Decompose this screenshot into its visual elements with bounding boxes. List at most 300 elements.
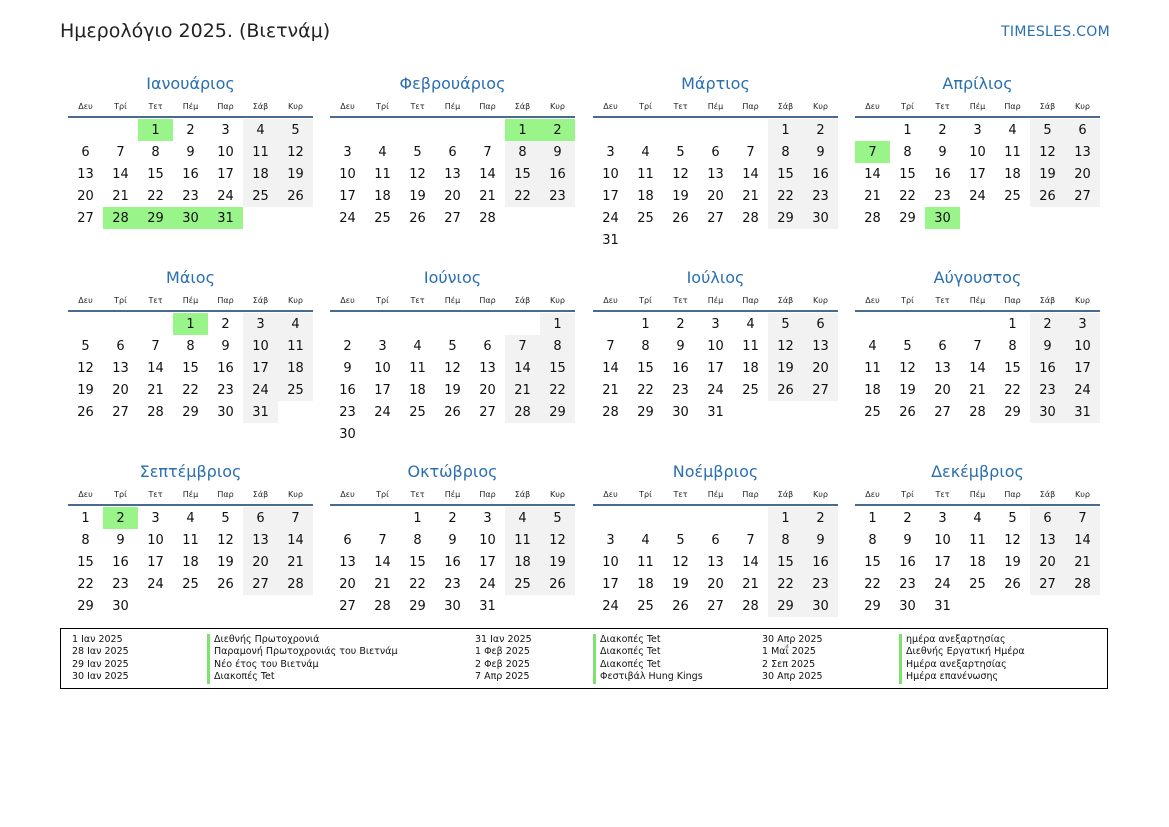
- day-cell: 22: [505, 185, 540, 207]
- day-cell: 10: [217, 144, 234, 160]
- day-cell: 30: [672, 404, 689, 420]
- empty-cell: [593, 119, 628, 141]
- day-cell: 21: [969, 382, 986, 398]
- day-cell: 14: [374, 554, 391, 570]
- day-cell: 23: [112, 576, 129, 592]
- weekday-label: Σάβ: [252, 490, 269, 499]
- empty-cell: [855, 119, 890, 141]
- day-cell: 14: [112, 166, 129, 182]
- weekday-label: Πέμ: [707, 102, 724, 111]
- day-cell: 23: [444, 576, 461, 592]
- empty-cell: [435, 313, 470, 335]
- day-cell: 24: [374, 404, 391, 420]
- empty-cell: [365, 119, 400, 141]
- weekday-label: Δευ: [865, 102, 880, 111]
- day-cell: 16: [803, 551, 838, 573]
- day-cell: 7: [151, 338, 160, 354]
- day-cell: 11: [637, 166, 654, 182]
- day-cell: 18: [505, 551, 540, 573]
- day-cell: 6: [1065, 119, 1100, 141]
- day-cell: 13: [707, 166, 724, 182]
- day-cell: 12: [768, 335, 803, 357]
- holiday-name: Διακοπές Tet: [593, 646, 703, 658]
- day-cell: 25: [278, 379, 313, 401]
- holiday-name: Διακοπές Tet: [593, 634, 703, 646]
- day-cell: 12: [77, 360, 94, 376]
- weekday-label: Κυρ: [550, 296, 565, 305]
- day-cell: 25: [742, 382, 759, 398]
- weekday-label: Πέμ: [707, 490, 724, 499]
- day-cell: 3: [483, 510, 492, 526]
- day-cell: 14: [602, 360, 619, 376]
- day-cell: 12: [899, 360, 916, 376]
- day-cell: 21: [742, 188, 759, 204]
- weekday-label: Δευ: [78, 102, 93, 111]
- day-cell: 7: [746, 532, 755, 548]
- empty-cell: [960, 313, 995, 335]
- day-cell: 1: [641, 316, 650, 332]
- weekday-label: Κυρ: [288, 102, 303, 111]
- day-cell: 8: [151, 144, 160, 160]
- weekday-label: Κυρ: [550, 102, 565, 111]
- weekday-label: Κυρ: [813, 490, 828, 499]
- day-cell: 19: [672, 576, 689, 592]
- day-cell: 29: [768, 207, 803, 229]
- day-cell: 25: [505, 573, 540, 595]
- day-cell: 11: [637, 554, 654, 570]
- day-cell: 11: [969, 532, 986, 548]
- weekday-header: [855, 100, 1100, 118]
- day-cell: 3: [973, 122, 982, 138]
- day-cell: 20: [479, 382, 496, 398]
- day-cell: 1: [540, 313, 575, 335]
- holiday-day-cell: 1: [505, 119, 540, 141]
- day-cell: 29: [768, 595, 803, 617]
- weekday-label: Τετ: [410, 490, 425, 499]
- day-cell: 1: [768, 119, 803, 141]
- day-cell: 13: [243, 529, 278, 551]
- day-cell: 6: [343, 532, 352, 548]
- day-cell: 22: [540, 379, 575, 401]
- holiday-date: 7 Απρ 2025: [475, 671, 530, 683]
- day-cell: 24: [479, 576, 496, 592]
- day-cell: 8: [768, 529, 803, 551]
- days-grid: [68, 119, 313, 229]
- day-cell: 8: [413, 532, 422, 548]
- day-cell: 21: [147, 382, 164, 398]
- month-block: [593, 461, 838, 617]
- empty-cell: [400, 119, 435, 141]
- weekday-header: [593, 100, 838, 118]
- weekday-header: [330, 294, 575, 312]
- holiday-day-cell: 7: [855, 141, 890, 163]
- weekday-label: Σάβ: [514, 490, 531, 499]
- day-cell: 19: [672, 188, 689, 204]
- month-block: [855, 461, 1100, 617]
- day-cell: 26: [768, 379, 803, 401]
- days-grid: [330, 313, 575, 445]
- day-cell: 8: [1008, 338, 1017, 354]
- day-cell: 20: [243, 551, 278, 573]
- day-cell: 2: [903, 510, 912, 526]
- day-cell: 10: [1065, 335, 1100, 357]
- empty-cell: [365, 313, 400, 335]
- day-cell: 26: [672, 210, 689, 226]
- weekday-label: Κυρ: [1075, 296, 1090, 305]
- day-cell: 19: [1030, 163, 1065, 185]
- weekday-label: Δευ: [603, 490, 618, 499]
- day-cell: 4: [186, 510, 195, 526]
- day-cell: 13: [934, 360, 951, 376]
- day-cell: 5: [413, 144, 422, 160]
- day-cell: 28: [505, 401, 540, 423]
- days-grid: [330, 119, 575, 229]
- days-grid: [330, 507, 575, 617]
- day-cell: 4: [641, 144, 650, 160]
- empty-cell: [698, 507, 733, 529]
- site-link[interactable]: TIMESLES.COM: [1001, 24, 1110, 40]
- day-cell: 4: [868, 338, 877, 354]
- weekday-label: Τετ: [410, 296, 425, 305]
- holiday-date: 1 Μαΐ 2025: [762, 646, 816, 658]
- day-cell: 28: [742, 598, 759, 614]
- day-cell: 12: [278, 141, 313, 163]
- day-cell: 7: [746, 144, 755, 160]
- day-cell: 26: [672, 598, 689, 614]
- day-cell: 13: [479, 360, 496, 376]
- day-cell: 15: [1004, 360, 1021, 376]
- empty-cell: [925, 313, 960, 335]
- day-cell: 28: [602, 404, 619, 420]
- day-cell: 7: [116, 144, 125, 160]
- day-cell: 3: [1065, 313, 1100, 335]
- day-cell: 15: [864, 554, 881, 570]
- day-cell: 9: [186, 144, 195, 160]
- day-cell: 26: [540, 573, 575, 595]
- empty-cell: [435, 119, 470, 141]
- weekday-label: Τρί: [114, 490, 127, 499]
- month-block: [593, 267, 838, 423]
- day-cell: 26: [278, 185, 313, 207]
- day-cell: 5: [540, 507, 575, 529]
- day-cell: 2: [448, 510, 457, 526]
- day-cell: 16: [182, 166, 199, 182]
- holiday-name: Φεστιβάλ Hung Kings: [593, 671, 703, 683]
- day-cell: 16: [217, 360, 234, 376]
- holiday-date: 30 Ιαν 2025: [72, 671, 129, 683]
- day-cell: 17: [479, 554, 496, 570]
- day-cell: 11: [243, 141, 278, 163]
- day-cell: 30: [1030, 401, 1065, 423]
- day-cell: 4: [505, 507, 540, 529]
- day-cell: 16: [1030, 357, 1065, 379]
- day-cell: 25: [243, 185, 278, 207]
- day-cell: 11: [278, 335, 313, 357]
- day-cell: 10: [707, 338, 724, 354]
- month-name: Μάιος: [166, 268, 215, 287]
- day-cell: 28: [969, 404, 986, 420]
- day-cell: 15: [182, 360, 199, 376]
- weekday-label: Τρί: [639, 102, 652, 111]
- day-cell: 27: [934, 404, 951, 420]
- holiday-date: 31 Ιαν 2025: [475, 634, 532, 645]
- day-cell: 24: [147, 576, 164, 592]
- weekday-label: Τετ: [148, 102, 163, 111]
- day-cell: 13: [803, 335, 838, 357]
- day-cell: 14: [864, 166, 881, 182]
- days-grid: [855, 313, 1100, 423]
- weekday-label: Σάβ: [1039, 296, 1056, 305]
- holiday-name: Νέο έτος του Βιετνάμ: [207, 659, 398, 671]
- day-cell: 12: [672, 166, 689, 182]
- day-cell: 24: [1065, 379, 1100, 401]
- day-cell: 19: [444, 382, 461, 398]
- day-cell: 23: [339, 404, 356, 420]
- month-block: [330, 461, 575, 617]
- day-cell: 28: [278, 573, 313, 595]
- day-cell: 3: [606, 144, 615, 160]
- day-cell: 4: [278, 313, 313, 335]
- empty-cell: [593, 313, 628, 335]
- day-cell: 12: [540, 529, 575, 551]
- empty-cell: [505, 313, 540, 335]
- day-cell: 27: [1065, 185, 1100, 207]
- day-cell: 8: [186, 338, 195, 354]
- weekday-label: Σάβ: [514, 102, 531, 111]
- holiday-dates-col-1: [72, 634, 129, 684]
- day-cell: 19: [768, 357, 803, 379]
- day-cell: 29: [864, 598, 881, 614]
- day-cell: 23: [899, 576, 916, 592]
- day-cell: 2: [803, 507, 838, 529]
- day-cell: 2: [676, 316, 685, 332]
- weekday-label: Πέμ: [444, 102, 461, 111]
- day-cell: 9: [903, 532, 912, 548]
- day-cell: 16: [540, 163, 575, 185]
- weekday-label: Πέμ: [182, 490, 199, 499]
- day-cell: 22: [147, 188, 164, 204]
- weekday-label: Σάβ: [777, 296, 794, 305]
- day-cell: 23: [217, 382, 234, 398]
- weekday-label: Παρ: [742, 296, 759, 305]
- weekday-label: Τετ: [935, 490, 950, 499]
- day-cell: 16: [444, 554, 461, 570]
- holiday-name: Διακοπές Tet: [593, 659, 703, 671]
- day-cell: 5: [768, 313, 803, 335]
- day-cell: 28: [742, 210, 759, 226]
- day-cell: 15: [768, 551, 803, 573]
- holiday-name: Ημέρα επανένωσης: [899, 671, 1025, 683]
- day-cell: 31: [602, 232, 619, 248]
- day-cell: 18: [409, 382, 426, 398]
- holiday-day-cell: 2: [540, 119, 575, 141]
- day-cell: 14: [742, 554, 759, 570]
- empty-cell: [68, 119, 103, 141]
- weekday-label: Δευ: [340, 490, 355, 499]
- month-block: [855, 73, 1100, 229]
- holiday-names-col-1: [207, 634, 398, 684]
- holiday-date: 30 Απρ 2025: [762, 634, 823, 645]
- weekday-label: Τετ: [148, 490, 163, 499]
- weekday-label: Σάβ: [252, 102, 269, 111]
- day-cell: 26: [1030, 185, 1065, 207]
- day-cell: 16: [112, 554, 129, 570]
- weekday-label: Δευ: [865, 490, 880, 499]
- day-cell: 22: [409, 576, 426, 592]
- day-cell: 12: [409, 166, 426, 182]
- weekday-label: Τρί: [639, 490, 652, 499]
- weekday-label: Τετ: [410, 102, 425, 111]
- day-cell: 3: [243, 313, 278, 335]
- day-cell: 25: [969, 576, 986, 592]
- day-cell: 27: [1030, 573, 1065, 595]
- weekday-label: Σάβ: [777, 490, 794, 499]
- weekday-label: Πέμ: [444, 490, 461, 499]
- day-cell: 12: [444, 360, 461, 376]
- day-cell: 22: [768, 185, 803, 207]
- day-cell: 23: [1030, 379, 1065, 401]
- weekday-header: [855, 294, 1100, 312]
- day-cell: 2: [186, 122, 195, 138]
- day-cell: 11: [864, 360, 881, 376]
- day-cell: 5: [278, 119, 313, 141]
- day-cell: 15: [899, 166, 916, 182]
- empty-cell: [68, 313, 103, 335]
- day-cell: 24: [934, 576, 951, 592]
- empty-cell: [663, 119, 698, 141]
- day-cell: 14: [278, 529, 313, 551]
- day-cell: 4: [413, 338, 422, 354]
- day-cell: 6: [448, 144, 457, 160]
- day-cell: 10: [602, 554, 619, 570]
- day-cell: 5: [1008, 510, 1017, 526]
- weekday-label: Παρ: [1004, 296, 1021, 305]
- weekday-label: Κυρ: [813, 296, 828, 305]
- day-cell: 8: [505, 141, 540, 163]
- day-cell: 20: [707, 188, 724, 204]
- day-cell: 20: [112, 382, 129, 398]
- day-cell: 5: [448, 338, 457, 354]
- day-cell: 26: [899, 404, 916, 420]
- day-cell: 25: [182, 576, 199, 592]
- day-cell: 6: [81, 144, 90, 160]
- day-cell: 15: [540, 357, 575, 379]
- weekday-label: Δευ: [340, 296, 355, 305]
- days-grid: [68, 313, 313, 423]
- day-cell: 9: [938, 144, 947, 160]
- day-cell: 18: [637, 576, 654, 592]
- weekday-label: Παρ: [742, 490, 759, 499]
- day-cell: 23: [182, 188, 199, 204]
- day-cell: 10: [969, 144, 986, 160]
- day-cell: 25: [1004, 188, 1021, 204]
- day-cell: 3: [151, 510, 160, 526]
- month-block: [593, 73, 838, 251]
- day-cell: 21: [864, 188, 881, 204]
- day-cell: 12: [1004, 532, 1021, 548]
- day-cell: 27: [707, 598, 724, 614]
- day-cell: 10: [243, 335, 278, 357]
- day-cell: 30: [217, 404, 234, 420]
- day-cell: 9: [803, 141, 838, 163]
- weekday-label: Παρ: [1004, 490, 1021, 499]
- weekday-header: [593, 294, 838, 312]
- weekday-label: Παρ: [479, 490, 496, 499]
- day-cell: 27: [444, 210, 461, 226]
- day-cell: 11: [505, 529, 540, 551]
- empty-cell: [330, 119, 365, 141]
- day-cell: 17: [602, 188, 619, 204]
- weekday-label: Κυρ: [813, 102, 828, 111]
- day-cell: 18: [1004, 166, 1021, 182]
- day-cell: 10: [374, 360, 391, 376]
- weekday-label: Τρί: [901, 296, 914, 305]
- day-cell: 30: [803, 207, 838, 229]
- day-cell: 16: [803, 163, 838, 185]
- weekday-label: Κυρ: [550, 490, 565, 499]
- day-cell: 7: [505, 335, 540, 357]
- day-cell: 23: [672, 382, 689, 398]
- weekday-label: Τρί: [901, 490, 914, 499]
- month-name: Φεβρουάριος: [399, 74, 506, 93]
- day-cell: 18: [278, 357, 313, 379]
- weekday-label: Πέμ: [969, 102, 986, 111]
- day-cell: 16: [672, 360, 689, 376]
- day-cell: 26: [217, 576, 234, 592]
- weekday-label: Παρ: [742, 102, 759, 111]
- month-name: Απρίλιος: [942, 74, 1013, 93]
- weekday-label: Σάβ: [1039, 102, 1056, 111]
- day-cell: 22: [182, 382, 199, 398]
- holiday-name: Διεθνής Εργατική Ημέρα: [899, 646, 1025, 658]
- day-cell: 5: [903, 338, 912, 354]
- day-cell: 31: [243, 401, 278, 423]
- holiday-day-cell: 1: [173, 313, 208, 335]
- day-cell: 6: [1030, 507, 1065, 529]
- empty-cell: [103, 119, 138, 141]
- day-cell: 5: [676, 532, 685, 548]
- day-cell: 23: [803, 185, 838, 207]
- weekday-header: [68, 294, 313, 312]
- day-cell: 6: [803, 313, 838, 335]
- day-cell: 30: [899, 598, 916, 614]
- empty-cell: [663, 507, 698, 529]
- day-cell: 22: [864, 576, 881, 592]
- day-cell: 27: [112, 404, 129, 420]
- day-cell: 21: [278, 551, 313, 573]
- day-cell: 30: [339, 426, 356, 442]
- day-cell: 13: [1065, 141, 1100, 163]
- day-cell: 9: [803, 529, 838, 551]
- day-cell: 29: [182, 404, 199, 420]
- day-cell: 17: [934, 554, 951, 570]
- day-cell: 23: [540, 185, 575, 207]
- day-cell: 26: [77, 404, 94, 420]
- day-cell: 14: [505, 357, 540, 379]
- empty-cell: [330, 313, 365, 335]
- month-name: Ιούνιος: [423, 268, 482, 287]
- weekday-label: Τετ: [935, 102, 950, 111]
- day-cell: 13: [112, 360, 129, 376]
- day-cell: 25: [374, 210, 391, 226]
- day-cell: 24: [969, 188, 986, 204]
- day-cell: 4: [973, 510, 982, 526]
- day-cell: 31: [934, 598, 951, 614]
- day-cell: 19: [1004, 554, 1021, 570]
- weekday-label: Κυρ: [1075, 490, 1090, 499]
- day-cell: 19: [409, 188, 426, 204]
- day-cell: 28: [147, 404, 164, 420]
